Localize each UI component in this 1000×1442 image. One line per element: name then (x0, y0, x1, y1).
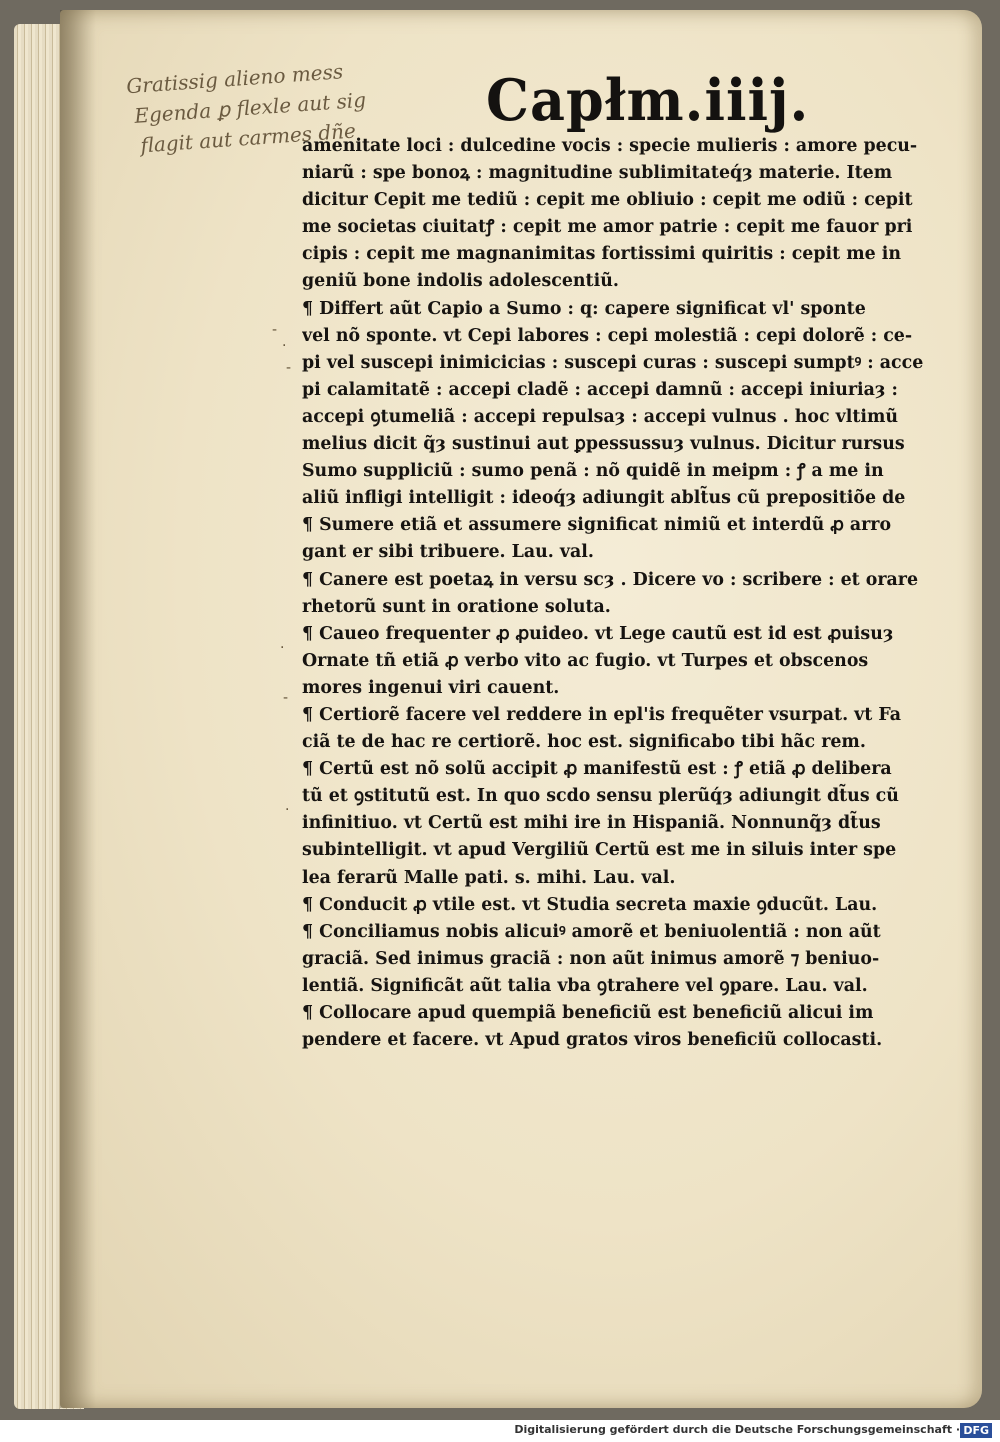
text-line: Sumo suppliciũ : sumo penã : nõ quidẽ in meipm : ꝭ a me in (302, 461, 884, 482)
footer-bar (0, 1420, 1000, 1442)
handnote-line: Egenda ꝑ flexle aut sig (133, 87, 367, 128)
footer-credit: Digitalisierung gefördert durch die Deutsche Forschungsgemeinschaft · (514, 1423, 960, 1436)
text-line: ¶ Sumere etiã et assumere significat nimiũ et interdũ ꝓ arro (302, 515, 892, 536)
margin-mark: · (282, 338, 287, 354)
text-line: pi vel suscepi inimicicias : suscepi curas : suscepi sumptꝰ : acce (302, 352, 924, 373)
body-text (302, 133, 932, 1054)
text-line: aliũ infligi intelligit : ideoq́ȝ adiungit ablt̃us cũ prepositiõe de (302, 488, 906, 509)
text-line: lentiã. Significãt aũt talia vba ꝯtrahere vel ꝯpare. Lau. val. (302, 975, 868, 996)
text-line: niarũ : spe bonoꝝ : magnitudine sublimitateq́ȝ materie. Item (302, 163, 893, 184)
handnote-line: Gratissig alieno mess (125, 59, 344, 99)
handnote-line: flagit aut carmes dñe (139, 118, 357, 158)
text-line: gant er sibi tribuere. Lau. val. (302, 542, 594, 563)
text-line: ¶ Canere est poetaꝝ in versu scȝ . Dicere vo : scribere : et orare (302, 569, 919, 590)
margin-mark: - (286, 360, 292, 376)
text-line: amenitate loci : dulcedine vocis : specie mulieris : amore pecu- (302, 136, 918, 156)
text-line: subintelligit. vt apud Vergiliũ Certũ est me in siluis inter spe (302, 840, 897, 861)
text-line: ¶ Certiorẽ facere vel reddere in epl'is frequẽter vsurpat. vt Fa (302, 704, 902, 725)
text-line: ciã te de hac re certiorẽ. hoc est. significabo tibi hãc rem. (302, 732, 866, 753)
chapter-heading: Capłm.iiij. (486, 66, 810, 134)
text-line: graciã. Sed inimus graciã : non aũt inimus amorẽ ⁊ beniuo- (302, 948, 880, 969)
text-line: lea ferarũ Malle pati. s. mihi. Lau. val. (302, 867, 676, 888)
text-line: rhetorũ sunt in oratione soluta. (302, 596, 611, 617)
text-line: accepi ꝯtumeliã : accepi repulsaȝ : accepi vulnus . hoc vltimũ (302, 406, 899, 427)
text-line: pendere et facere. vt Apud gratos viros beneficiũ collocasti. (302, 1030, 883, 1051)
text-line: pi calamitatẽ : accepi cladẽ : accepi damnũ : accepi iniuriaȝ : (302, 379, 898, 400)
text-line: geniũ bone indolis adolescentiũ. (302, 271, 619, 292)
text-line: dicitur Cepit me tediũ : cepit me obliuio : cepit me odiũ : cepit (302, 190, 913, 211)
text-line: ¶ Conciliamus nobis alicuiꝰ amorẽ et beniuolentiã : non aũt (302, 921, 881, 942)
text-line: vel nõ sponte. vt Cepi labores : cepi molestiã : cepi dolorẽ : ce- (302, 325, 913, 346)
dfg-logo: DFG (960, 1423, 992, 1438)
text-line: ¶ Collocare apud quempiã beneficiũ est beneficiũ alicui im (302, 1003, 874, 1023)
text-line: ¶ Differt aũt Capio a Sumo : q: capere significat vl' sponte (302, 298, 866, 319)
text-line: tũ et ꝯstitutũ est. In quo scdo sensu plerũq́ȝ adiungit dt̃us cũ (302, 786, 899, 807)
text-line: ¶ Certũ est nõ solũ accipit ꝓ manifestũ est : ꝭ etiã ꝓ delibera (302, 759, 892, 780)
margin-mark: · (280, 640, 285, 656)
margin-mark: - (283, 690, 289, 706)
margin-mark: · (285, 802, 290, 818)
text-line: cipis : cepit me magnanimitas fortissimi quiritis : cepit me in (302, 244, 902, 265)
text-line: infinitiuo. vt Certũ est mihi ire in Hispaniã. Nonnunq̃ȝ dt̃us (302, 813, 881, 834)
text-line: melius dicit q̃ȝ sustinui aut ꝑpessussuȝ vulnus. Dicitur rursus (302, 434, 905, 455)
text-line: me societas ciuitatꝭ : cepit me amor patrie : cepit me fauor pri (302, 217, 913, 238)
text-line: mores ingenui viri cauent. (302, 677, 560, 698)
margin-mark: - (272, 322, 278, 338)
text-line: ¶ Caueo frequenter ꝓ ꝓuideo. vt Lege cautũ est id est ꝓuisuȝ (302, 623, 894, 644)
text-line: Ornate tñ etiã ꝓ verbo vito ac fugio. vt Turpes et obscenos (302, 650, 869, 671)
text-line: ¶ Conducit ꝓ vtile est. vt Studia secreta maxie ꝯducũt. Lau. (302, 894, 878, 915)
spine-shadow (60, 10, 96, 1408)
